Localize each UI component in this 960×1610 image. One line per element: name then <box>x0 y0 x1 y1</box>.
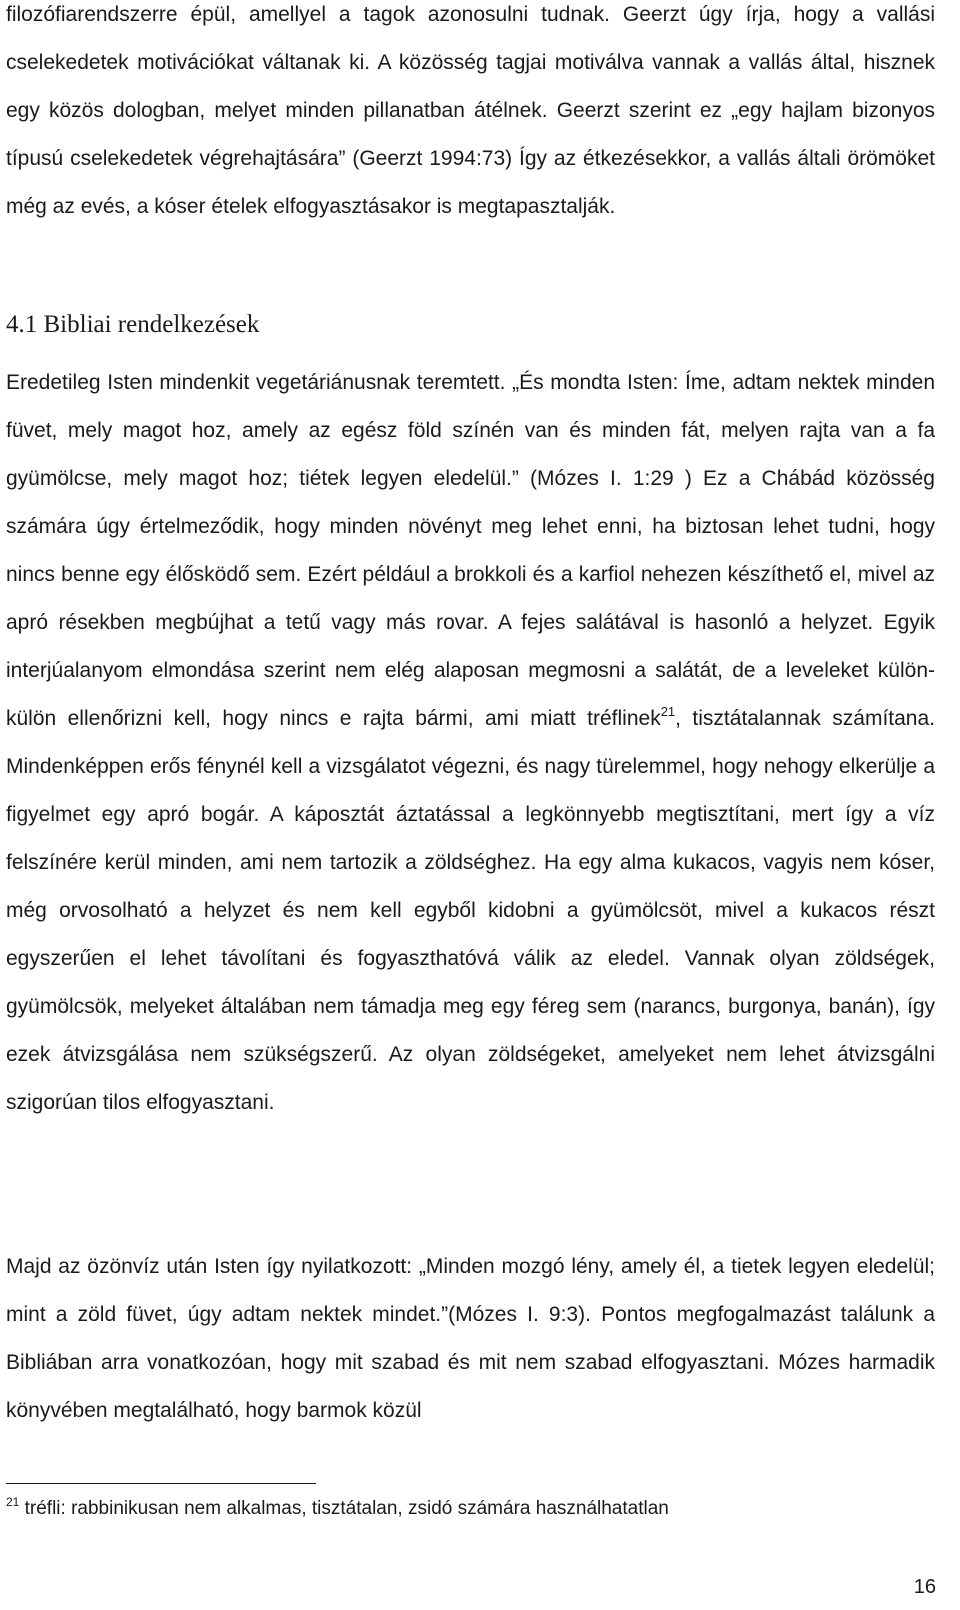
body-paragraph-3: Majd az özönvíz után Isten így nyilatkozott: „Minden mozgó lény, amely él, a tietek legyen eledelül; mint a zöld füvet, úgy adtam nektek mindet.”(Mózes I. 9:3). Pontos megfogalmazást találunk a Bibliában arra vonatkozóan, hogy mit szabad és mit nem szabad elfogyasztani. Mózes harmadik könyvében megtalálható, hogy barmok közül <box>6 1255 935 1422</box>
footnote-separator <box>6 1483 316 1484</box>
body-paragraph-1: filozófiarendszerre épül, amellyel a tagok azonosulni tudnak. Geerzt úgy írja, hogy a vallási cselekedetek motivációkat váltanak ki. A közösség tagjai motiválva vannak a vallás által, hisznek egy közös dologban, melyet minden pillanatban átélnek. Geerzt szerint ez „egy hajlam bizonyos típusú cselekedetek végrehajtására” (Geerzt 1994:73) Így az étkezésekkor, a vallás általi örömöket még az evés, a kóser ételek elfogyasztásakor is megtapasztalják. <box>6 3 935 218</box>
footnote-number: 21 <box>6 1495 20 1509</box>
body-paragraph-2 <box>6 359 935 1127</box>
paragraph-2-text-before-note: Eredetileg Isten mindenkit vegetáriánusnak teremtett. „És mondta Isten: Íme, adtam nektek minden füvet, mely magot hoz, amely az egész föld színén van és minden fát, melyen rajta van a fa gyümölcse, mely magot hoz; tiétek legyen eledelül.” (Mózes I. 1:29 ) Ez a Chábád közösség számára úgy értelmeződik, hogy minden növényt meg lehet enni, ha biztosan lehet tudni, hogy nincs benne egy élősködő sem. Ezért például a brokkoli és a karfiol nehezen készíthető el, mivel az apró résekben megbújhat a tetű vagy más rovar. A fejes salátával is hasonló a helyzet. Egyik interjúalanyom elmondása szerint nem elég alaposan megmosni a salátát, de a leveleket külön-külön ellenőrizni kell, hogy nincs e rajta bármi, ami miatt tréflinek <box>6 371 935 730</box>
paragraph-2-text-after-note: , tisztátalannak számítana. Mindenképpen erős fénynél kell a vizsgálatot végezni, és nagy türelemmel, hogy nehogy elkerülje a figyelmet egy apró bogár. A káposztát áztatással a legkönnyebb megtisztítani, mert így a víz felszínére kerül minden, ami nem tartozik a zöldséghez. Ha egy alma kukacos, vagyis nem kóser, még orvosolható a helyzet és nem kell egyből kidobni a gyümölcsöt, mivel a kukacos részt egyszerűen el lehet távolítani és fogyaszthatóvá válik az eledel. Vannak olyan zöldségek, gyümölcsök, melyeket általában nem támadja meg egy féreg sem (narancs, burgonya, banán), így ezek átvizsgálása nem szükségszerű. Az olyan zöldségeket, amelyeket nem lehet átvizsgálni szigorúan tilos elfogyasztani. <box>6 707 935 1114</box>
footnote-text: tréfli: rabbinikusan nem alkalmas, tisztátalan, zsidó számára használhatatlan <box>19 1498 669 1519</box>
page-number: 16 <box>913 1576 936 1598</box>
footnote-21 <box>6 1495 669 1523</box>
footnote-reference-21: 21 <box>660 704 676 719</box>
section-heading: 4.1 Bibliai rendelkezések <box>6 311 260 338</box>
